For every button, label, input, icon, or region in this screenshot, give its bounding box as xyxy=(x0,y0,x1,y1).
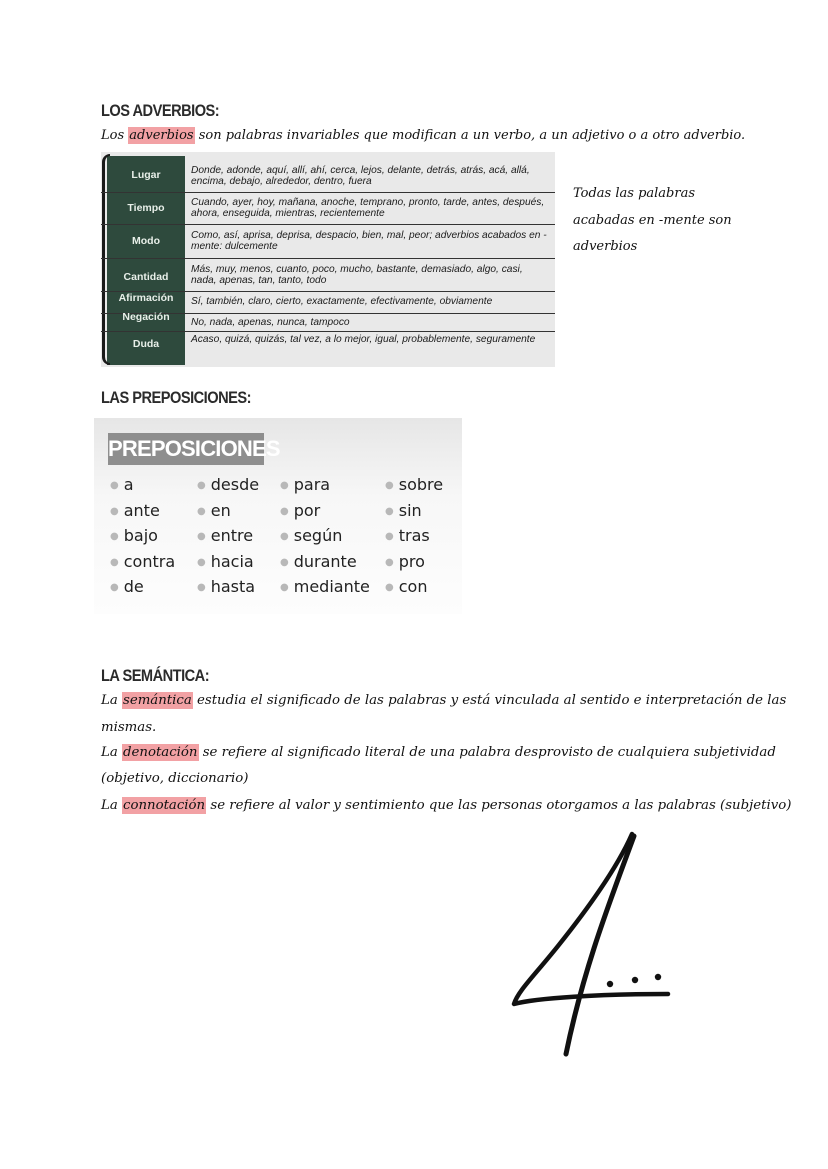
category-label: Lugar xyxy=(131,169,161,181)
category-words: Acaso, quizá, quizás, tal vez, a lo mejor, igual, probablemente, seguramente xyxy=(191,334,536,345)
list-item: ● hacia xyxy=(197,551,254,571)
category-words: No, nada, apenas, nunca, tampoco xyxy=(191,317,350,328)
table-row xyxy=(101,331,555,365)
list-item: ● sobre xyxy=(385,475,444,494)
table-row xyxy=(101,313,555,332)
four-stem-icon xyxy=(566,836,634,1054)
category-label: Afirmación xyxy=(118,292,174,304)
semantica-heading: LA SEMÁNTICA: xyxy=(101,666,210,685)
list-item: ● con xyxy=(385,577,428,597)
denotacion-term-highlight: denotación xyxy=(123,745,198,760)
list-item: ● entre xyxy=(197,526,254,546)
denotacion-paragraph-cont: (objetivo, diccionario) xyxy=(101,771,249,786)
category-words: Sí, también, claro, cierto, exactamente, efectivamente, obviamente xyxy=(191,296,493,307)
dot-icon xyxy=(655,974,661,980)
category-label: Modo xyxy=(132,235,160,247)
preposition-column xyxy=(385,475,443,603)
list-item: ● bajo xyxy=(110,526,158,546)
category-label: Negación xyxy=(122,311,170,323)
preposiciones-heading: LAS PREPOSICIONES: xyxy=(101,388,251,407)
category-label: Duda xyxy=(132,338,160,350)
list-item: ● desde xyxy=(197,475,260,494)
preposition-column xyxy=(110,475,175,603)
list-item: ● según xyxy=(280,526,343,546)
list-item: ● durante xyxy=(280,551,357,571)
category-words: Más, muy, menos, cuanto, poco, mucho, bastante, demasiado, algo, casi, nada, apenas, tan, tanto, todo xyxy=(191,264,523,286)
preposition-column xyxy=(280,475,370,603)
list-item: ● ante xyxy=(110,500,160,520)
category-words: Cuando, ayer, hoy, mañana, anoche, temprano, pronto, tarde, antes, después, ahora, enseguida, mientras, recientemente xyxy=(191,197,545,219)
category-label: Cantidad xyxy=(123,271,169,283)
dot-icon xyxy=(607,981,613,987)
adverbios-term-highlight: adverbios xyxy=(129,128,194,143)
list-item: ● contra xyxy=(110,551,176,571)
preposiciones-title: PREPOSICIONES xyxy=(108,433,264,465)
table-row xyxy=(101,258,555,292)
semantica-paragraph: La semántica estudia el significado de las palabras y está vinculada al sentido e interpretación de las xyxy=(101,693,787,708)
four-stroke-icon xyxy=(514,834,668,1004)
table-row xyxy=(101,192,555,225)
list-item: ● para xyxy=(280,475,331,494)
side-note: Todas las palabras acabadas en -mente son adverbios xyxy=(573,186,732,254)
list-item: ● pro xyxy=(385,551,425,571)
connotacion-paragraph: La connotación se refiere al valor y sentimiento que las personas otorgamos a las palabras (subjetivo) xyxy=(101,798,792,813)
preposition-column xyxy=(197,475,259,603)
semantica-term-highlight: semántica xyxy=(123,693,192,708)
table-row xyxy=(101,156,555,193)
list-item: ● tras xyxy=(385,526,430,546)
category-words: Como, así, aprisa, deprisa, despacio, bien, mal, peor; adverbios acabados en -mente: dulcemente xyxy=(191,230,547,252)
adverbios-intro: Los adverbios son palabras invariables que modifican a un verbo, a un adjetivo o a otro adverbio. xyxy=(101,128,746,143)
list-item: ● sin xyxy=(385,500,422,520)
denotacion-paragraph: La denotación se refiere al significado literal de una palabra desprovisto de cualquiera subjetividad xyxy=(101,745,776,760)
table-row xyxy=(101,224,555,259)
list-item: ● a xyxy=(110,475,134,494)
semantica-paragraph-cont: mismas. xyxy=(101,720,157,735)
category-label: Tiempo xyxy=(127,202,165,214)
connotacion-term-highlight: connotación xyxy=(123,798,206,813)
list-item: ● de xyxy=(110,577,144,597)
list-item: ● por xyxy=(280,500,321,520)
list-item: ● en xyxy=(197,500,231,520)
adverbios-table-image xyxy=(101,152,555,367)
list-item: ● mediante xyxy=(280,577,370,597)
list-item: ● hasta xyxy=(197,577,256,597)
preposiciones-image xyxy=(94,418,462,614)
dot-icon xyxy=(632,977,638,983)
adverbios-heading: LOS ADVERBIOS: xyxy=(101,101,220,120)
category-words: Donde, adonde, aquí, allí, ahí, cerca, lejos, delante, detrás, atrás, acá, allá, encima, debajo, alrededor, dentro, fuera xyxy=(191,165,530,187)
handwritten-four-icon xyxy=(500,826,690,1071)
